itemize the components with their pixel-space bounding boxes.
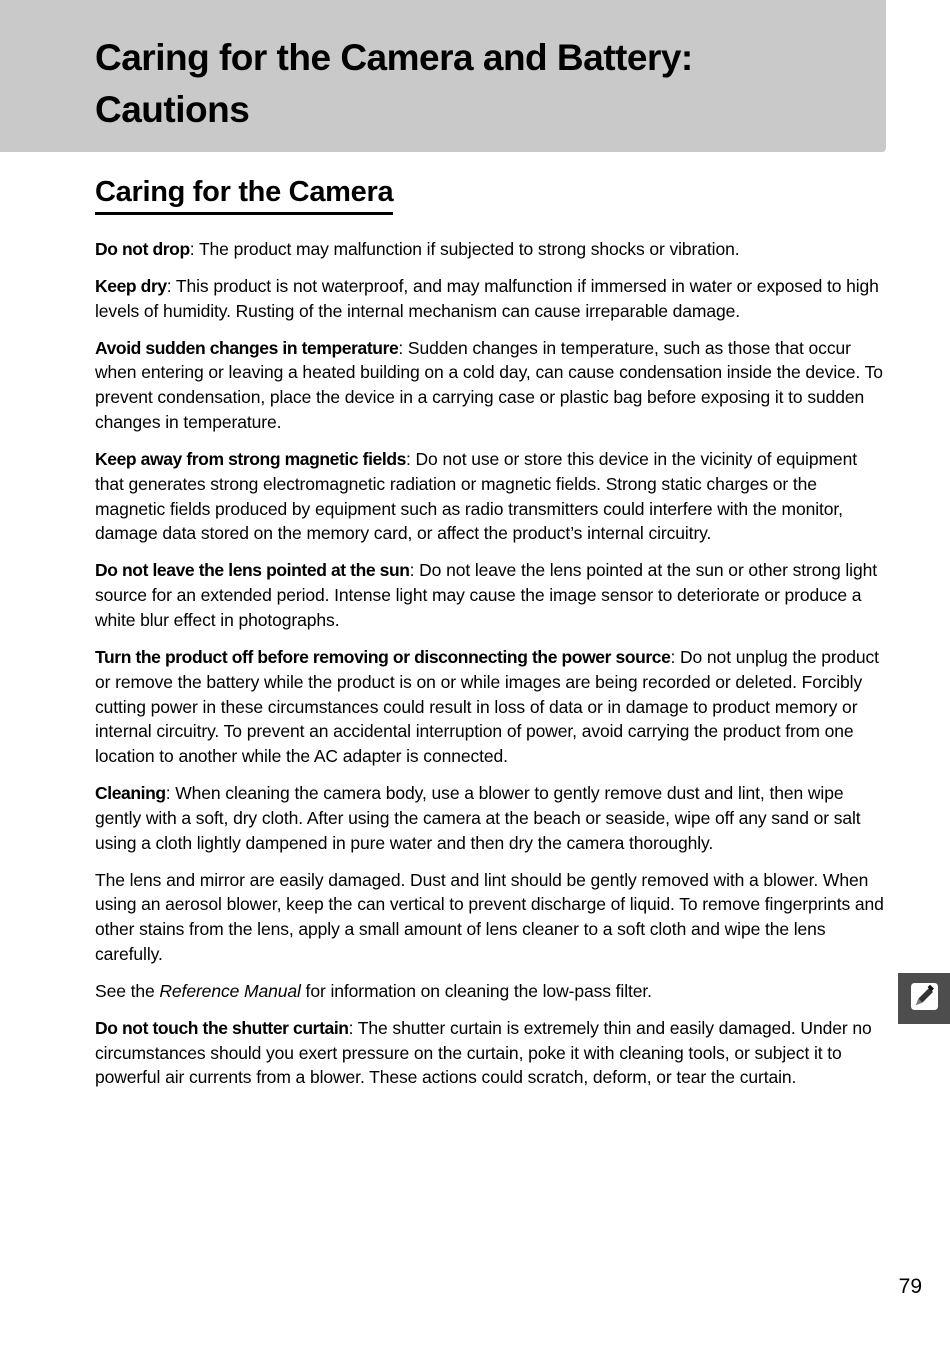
chapter-title-line1: Caring for the Camera and Battery:	[95, 37, 693, 78]
caution-text: : The shutter curtain is extremely thin and easily damaged. Under no circumstances should you exert pressure on the curtain, poke it with cleaning tools, or subject it to powerful air currents from a blower. These actions could scratch, deform, or tear the curtain.	[95, 1017, 872, 1088]
caution-text: : When cleaning the camera body, use a blower to gently remove dust and lint, then wipe gently with a soft, dry cloth. After using the camera at the beach or seaside, wipe off any sand or salt using a cloth lightly dampened in pure water and then dry the camera thoroughly.	[95, 783, 861, 853]
caution-text: : Do not unplug the product or remove the battery while the product is on or while images are being recorded or deleted. Forcibly cutting power in these circumstances could result in loss of data or in damage to product memory or internal circuitry. To prevent an accidental interruption of power, avoid carrying the product from one location to another while the AC adapter is connected.	[95, 646, 879, 767]
paragraph-lens-mirror	[95, 868, 885, 967]
caution-lead: Avoid sudden changes in temperature	[95, 337, 399, 358]
page-number: 79	[898, 1275, 922, 1298]
caution-do-not-drop	[95, 237, 885, 262]
caution-lead: Keep away from strong magnetic fields	[95, 448, 406, 469]
reference-post-text: for information on cleaning the low-pass filter.	[300, 980, 652, 1001]
reference-pre-text: See the	[95, 980, 160, 1001]
caution-magnetic-fields	[95, 447, 885, 546]
caution-lead: Turn the product off before removing or disconnecting the power source	[95, 646, 671, 667]
caution-shutter-curtain	[95, 1016, 885, 1091]
chapter-title	[0, 0, 886, 136]
caution-cleaning	[95, 781, 885, 856]
section-title: Caring for the Camera	[95, 176, 393, 215]
paragraph-reference-manual	[95, 979, 885, 1004]
chapter-title-line2: Cautions	[95, 88, 250, 130]
caution-lead: Do not touch the shutter curtain	[95, 1017, 349, 1038]
chapter-header-band	[0, 0, 886, 152]
caution-text: : The product may malfunction if subjected to strong shocks or vibration.	[189, 239, 740, 259]
caution-lead: Cleaning	[95, 783, 166, 804]
caution-text: The lens and mirror are easily damaged. Dust and lint should be gently removed with a blower. When using an aerosol blower, keep the can vertical to prevent discharge of liquid. To remove fingerprints and other stains from the lens, apply a small amount of lens cleaner to a soft cloth and wipe the lens carefully.	[95, 869, 884, 965]
caution-keep-dry	[95, 274, 885, 324]
technical-notes-icon	[911, 983, 938, 1015]
page-content	[95, 176, 885, 1102]
caution-temperature	[95, 336, 885, 435]
caution-text: : Do not leave the lens pointed at the sun or other strong light source for an extended period. Intense light may cause the image sensor to deteriorate or produce a white blur effect in photographs.	[95, 560, 877, 630]
section-index-tab	[898, 973, 950, 1024]
caution-text: : Sudden changes in temperature, such as those that occur when entering or leaving a heated building on a cold day, can cause condensation inside the device. To prevent condensation, place the device in a carrying case or plastic bag before exposing it to sudden changes in temperature.	[95, 337, 883, 433]
caution-lead: Keep dry	[95, 275, 167, 296]
reference-manual-title: Reference Manual	[159, 980, 301, 1001]
caution-text: : Do not use or store this device in the vicinity of equipment that generates strong electromagnetic radiation or magnetic fields. Strong static charges or the magnetic fields produced by equipment such as radio transmitters could interfere with the monitor, damage data stored on the memory card, or affect the product’s internal circuitry.	[95, 448, 857, 544]
caution-lead: Do not drop	[95, 239, 190, 259]
caution-text: : This product is not waterproof, and may malfunction if immersed in water or exposed to high levels of humidity. Rusting of the internal mechanism can cause irreparable damage.	[95, 275, 879, 321]
caution-lens-sun	[95, 558, 885, 633]
caution-power-source	[95, 645, 885, 769]
caution-lead: Do not leave the lens pointed at the sun	[95, 560, 410, 581]
